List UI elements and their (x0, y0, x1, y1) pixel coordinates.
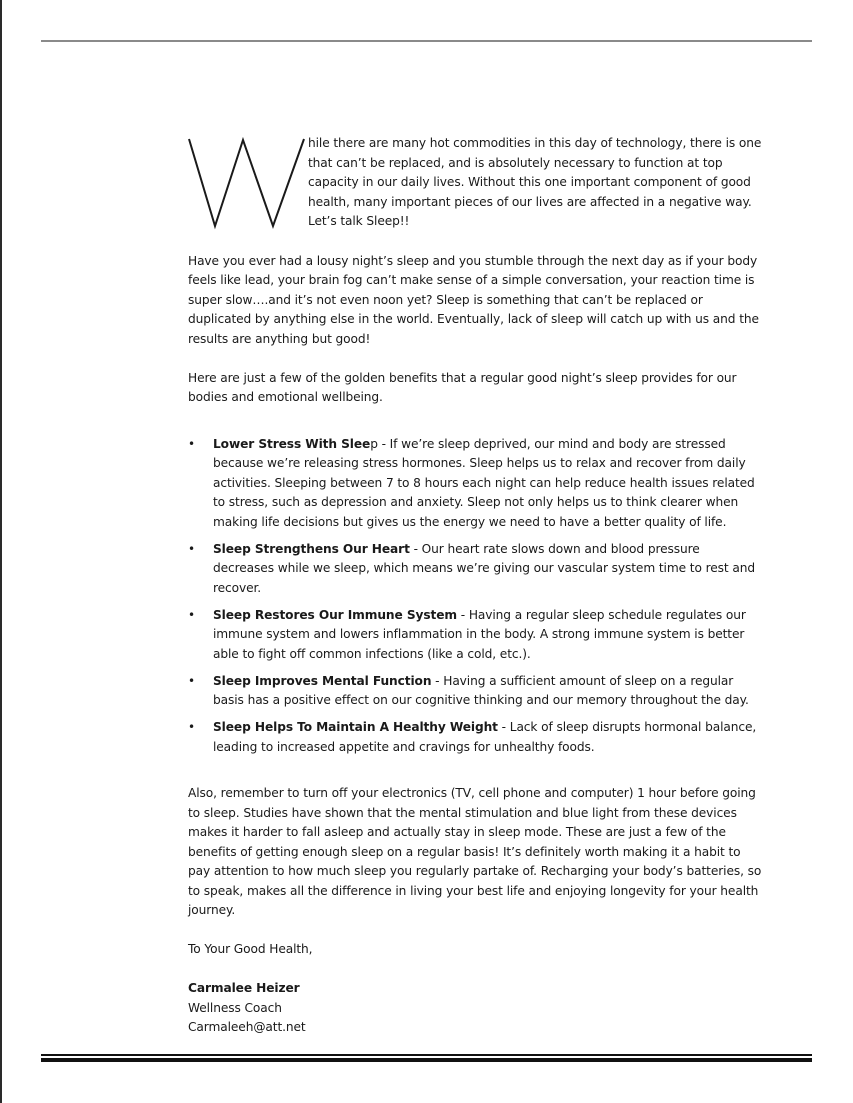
signature-title: Wellness Coach (188, 1000, 282, 1015)
list-item (188, 540, 764, 599)
benefit-text: p - If we’re sleep deprived, our mind and body are stressed because we’re releasing stress hormones. Sleep helps us to relax and recover from daily activities. Sleeping between 7 to 8 hours each night can help reduce health issues related to stress, such as depression and anxiety. Sleep not only helps us to think clearer when making life decisions but gives us the energy we need to have a better quality of life. (213, 436, 755, 529)
page-left-edge (0, 0, 2, 1103)
paragraph-lousy-sleep: Have you ever had a lousy night’s sleep and you stumble through the next day as if your body feels like lead, your brain fog can’t make sense of a simple conversation, your reaction time is super slow….and it’s not even noon yet? Sleep is something that can’t be replaced or duplicated by anything else in the world. Eventually, lack of sleep will catch up with us and the results are anything but good! (188, 253, 759, 346)
benefit-text: - Our heart rate slows down and blood pressure decreases while we sleep, which means we’re giving our vascular system time to rest and recover. (213, 541, 755, 595)
benefits-list (188, 435, 764, 758)
signature-name: Carmalee Heizer (188, 981, 300, 995)
top-divider (41, 40, 812, 42)
benefit-title: Sleep Restores Our Immune System (213, 607, 457, 622)
benefit-text: - Lack of sleep disrupts hormonal balance, leading to increased appetite and cravings for unhealthy foods. (213, 720, 757, 754)
list-item (188, 435, 764, 533)
list-item (188, 718, 764, 757)
bottom-divider-thick (41, 1058, 812, 1062)
benefit-title: Sleep Improves Mental Function (213, 673, 432, 688)
paragraph-benefits-intro: Here are just a few of the golden benefits that a regular good night’s sleep provides for our bodies and emotional wellbeing. (188, 370, 737, 404)
benefit-title: Sleep Helps To Maintain A Healthy Weight (213, 720, 498, 734)
closing-line: To Your Good Health, (188, 942, 313, 956)
benefit-text: - Having a sufficient amount of sleep on a regular basis has a positive effect on our cognitive thinking and our memory throughout the day. (213, 673, 749, 707)
benefit-title: Lower Stress With Slee (213, 436, 371, 451)
list-item (188, 672, 764, 711)
bottom-divider-thin (41, 1054, 812, 1056)
bullet-icon: • (188, 541, 195, 556)
intro-block (188, 134, 764, 232)
benefit-title: Sleep Strengthens Our Heart (213, 541, 410, 556)
list-item (188, 606, 764, 665)
dropcap-w (188, 134, 306, 230)
intro-paragraph: hile there are many hot commodities in this day of technology, there is one that can’t be replaced, and is absolutely necessary to function at top capacity in our daily lives. Without this one important component of good health, many important pieces of our lives are affected in a negative way. Let’s talk Sleep!! (308, 136, 762, 228)
benefit-text: - Having a regular sleep schedule regulates our immune system and lowers inflammation in the body. A strong immune system is better able to fight off common infections (like a cold, etc.). (213, 607, 746, 661)
bullet-icon: • (188, 436, 195, 451)
article-body (188, 134, 764, 1038)
bullet-icon: • (188, 720, 195, 734)
signature-email: Carmaleeh@att.net (188, 1020, 306, 1034)
paragraph-electronics: Also, remember to turn off your electronics (TV, cell phone and computer) 1 hour before going to sleep. Studies have shown that the mental stimulation and blue light from these devices makes it harder to fall asleep and actually stay in sleep mode. These are just a few of the benefits of getting enough sleep on a regular basis! It’s definitely worth making it a habit to pay attention to how much sleep you regularly partake of. Recharging your body’s batteries, so to speak, makes all the difference in living your best life and enjoying longevity for your health journey. (188, 786, 762, 917)
bullet-icon: • (188, 673, 195, 688)
bullet-icon: • (188, 607, 195, 622)
signature-block (188, 979, 764, 1038)
